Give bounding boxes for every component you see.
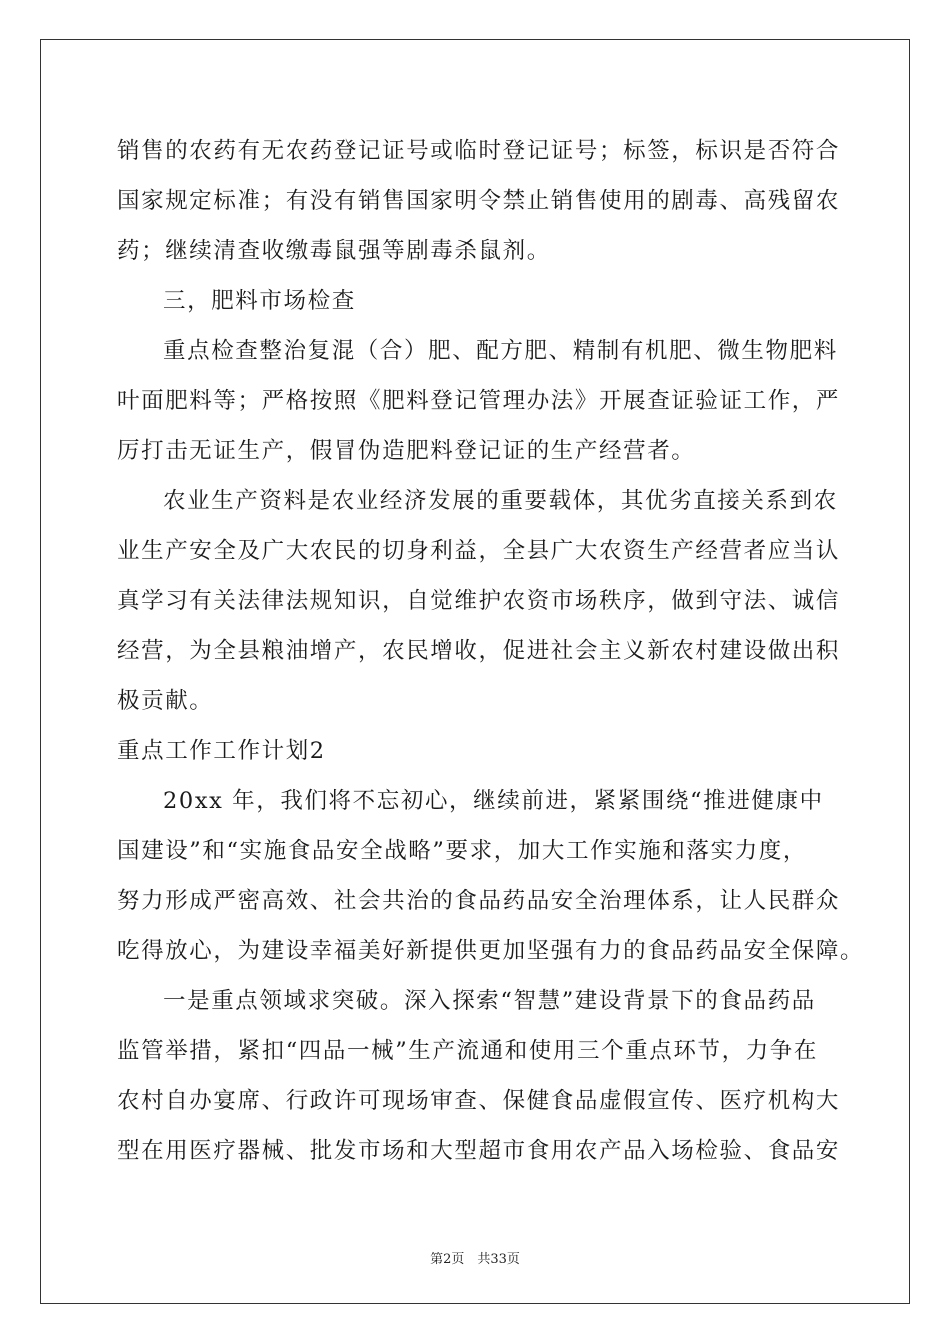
text-line: 20xx 年，我们将不忘初心，继续前进，紧紧围绕“推进健康中 bbox=[163, 788, 824, 814]
text-line: 销售的农药有无农药登记证号或临时登记证号；标签，标识是否符合 bbox=[117, 138, 841, 164]
text-line: 叶面肥料等；严格按照《肥料登记管理办法》开展查证验证工作，严 bbox=[117, 388, 841, 414]
text-line: 监管举措，紧扣“四品一械”生产流通和使用三个重点环节，力争在 bbox=[117, 1038, 819, 1064]
text-line: 药；继续清查收缴毒鼠强等剧毒杀鼠剂。 bbox=[117, 238, 551, 264]
section-heading: 三，肥料市场检查 bbox=[163, 288, 356, 314]
document-heading: 重点工作工作计划2 bbox=[117, 738, 326, 764]
text-line: 农村自办宴席、行政许可现场审查、保健食品虚假宣传、医疗机构大 bbox=[117, 1088, 841, 1114]
text-line: 重点检查整治复混（合）肥、配方肥、精制有机肥、微生物肥料 bbox=[163, 338, 838, 364]
text-line: 国建设”和“实施食品安全战略”要求，加大工作实施和落实力度， bbox=[117, 838, 808, 864]
text-line: 农业生产资料是农业经济发展的重要载体，其优劣直接关系到农 bbox=[163, 488, 838, 514]
text-line: 经营，为全县粮油增产，农民增收，促进社会主义新农村建设做出积 bbox=[117, 638, 841, 664]
text-line: 一是重点领域求突破。深入探索“智慧”建设背景下的食品药品 bbox=[163, 988, 816, 1014]
text-line: 吃得放心，为建设幸福美好新提供更加坚强有力的食品药品安全保障。 bbox=[117, 938, 865, 964]
document-body bbox=[117, 126, 865, 1176]
text-line: 努力形成严密高效、社会共治的食品药品安全治理体系，让人民群众 bbox=[117, 888, 841, 914]
text-line: 厉打击无证生产，假冒伪造肥料登记证的生产经营者。 bbox=[117, 438, 696, 464]
text-line: 真学习有关法律法规知识，自觉维护农资市场秩序，做到守法、诚信 bbox=[117, 588, 841, 614]
text-line: 型在用医疗器械、批发市场和大型超市食用农产品入场检验、食品安 bbox=[117, 1138, 841, 1164]
text-line: 国家规定标准；有没有销售国家明令禁止销售使用的剧毒、高残留农 bbox=[117, 188, 841, 214]
text-line: 极贡献。 bbox=[117, 688, 214, 714]
text-line: 业生产安全及广大农民的切身利益，全县广大农资生产经营者应当认 bbox=[117, 538, 841, 564]
page-footer: 第2页 共33页 bbox=[430, 1252, 520, 1267]
